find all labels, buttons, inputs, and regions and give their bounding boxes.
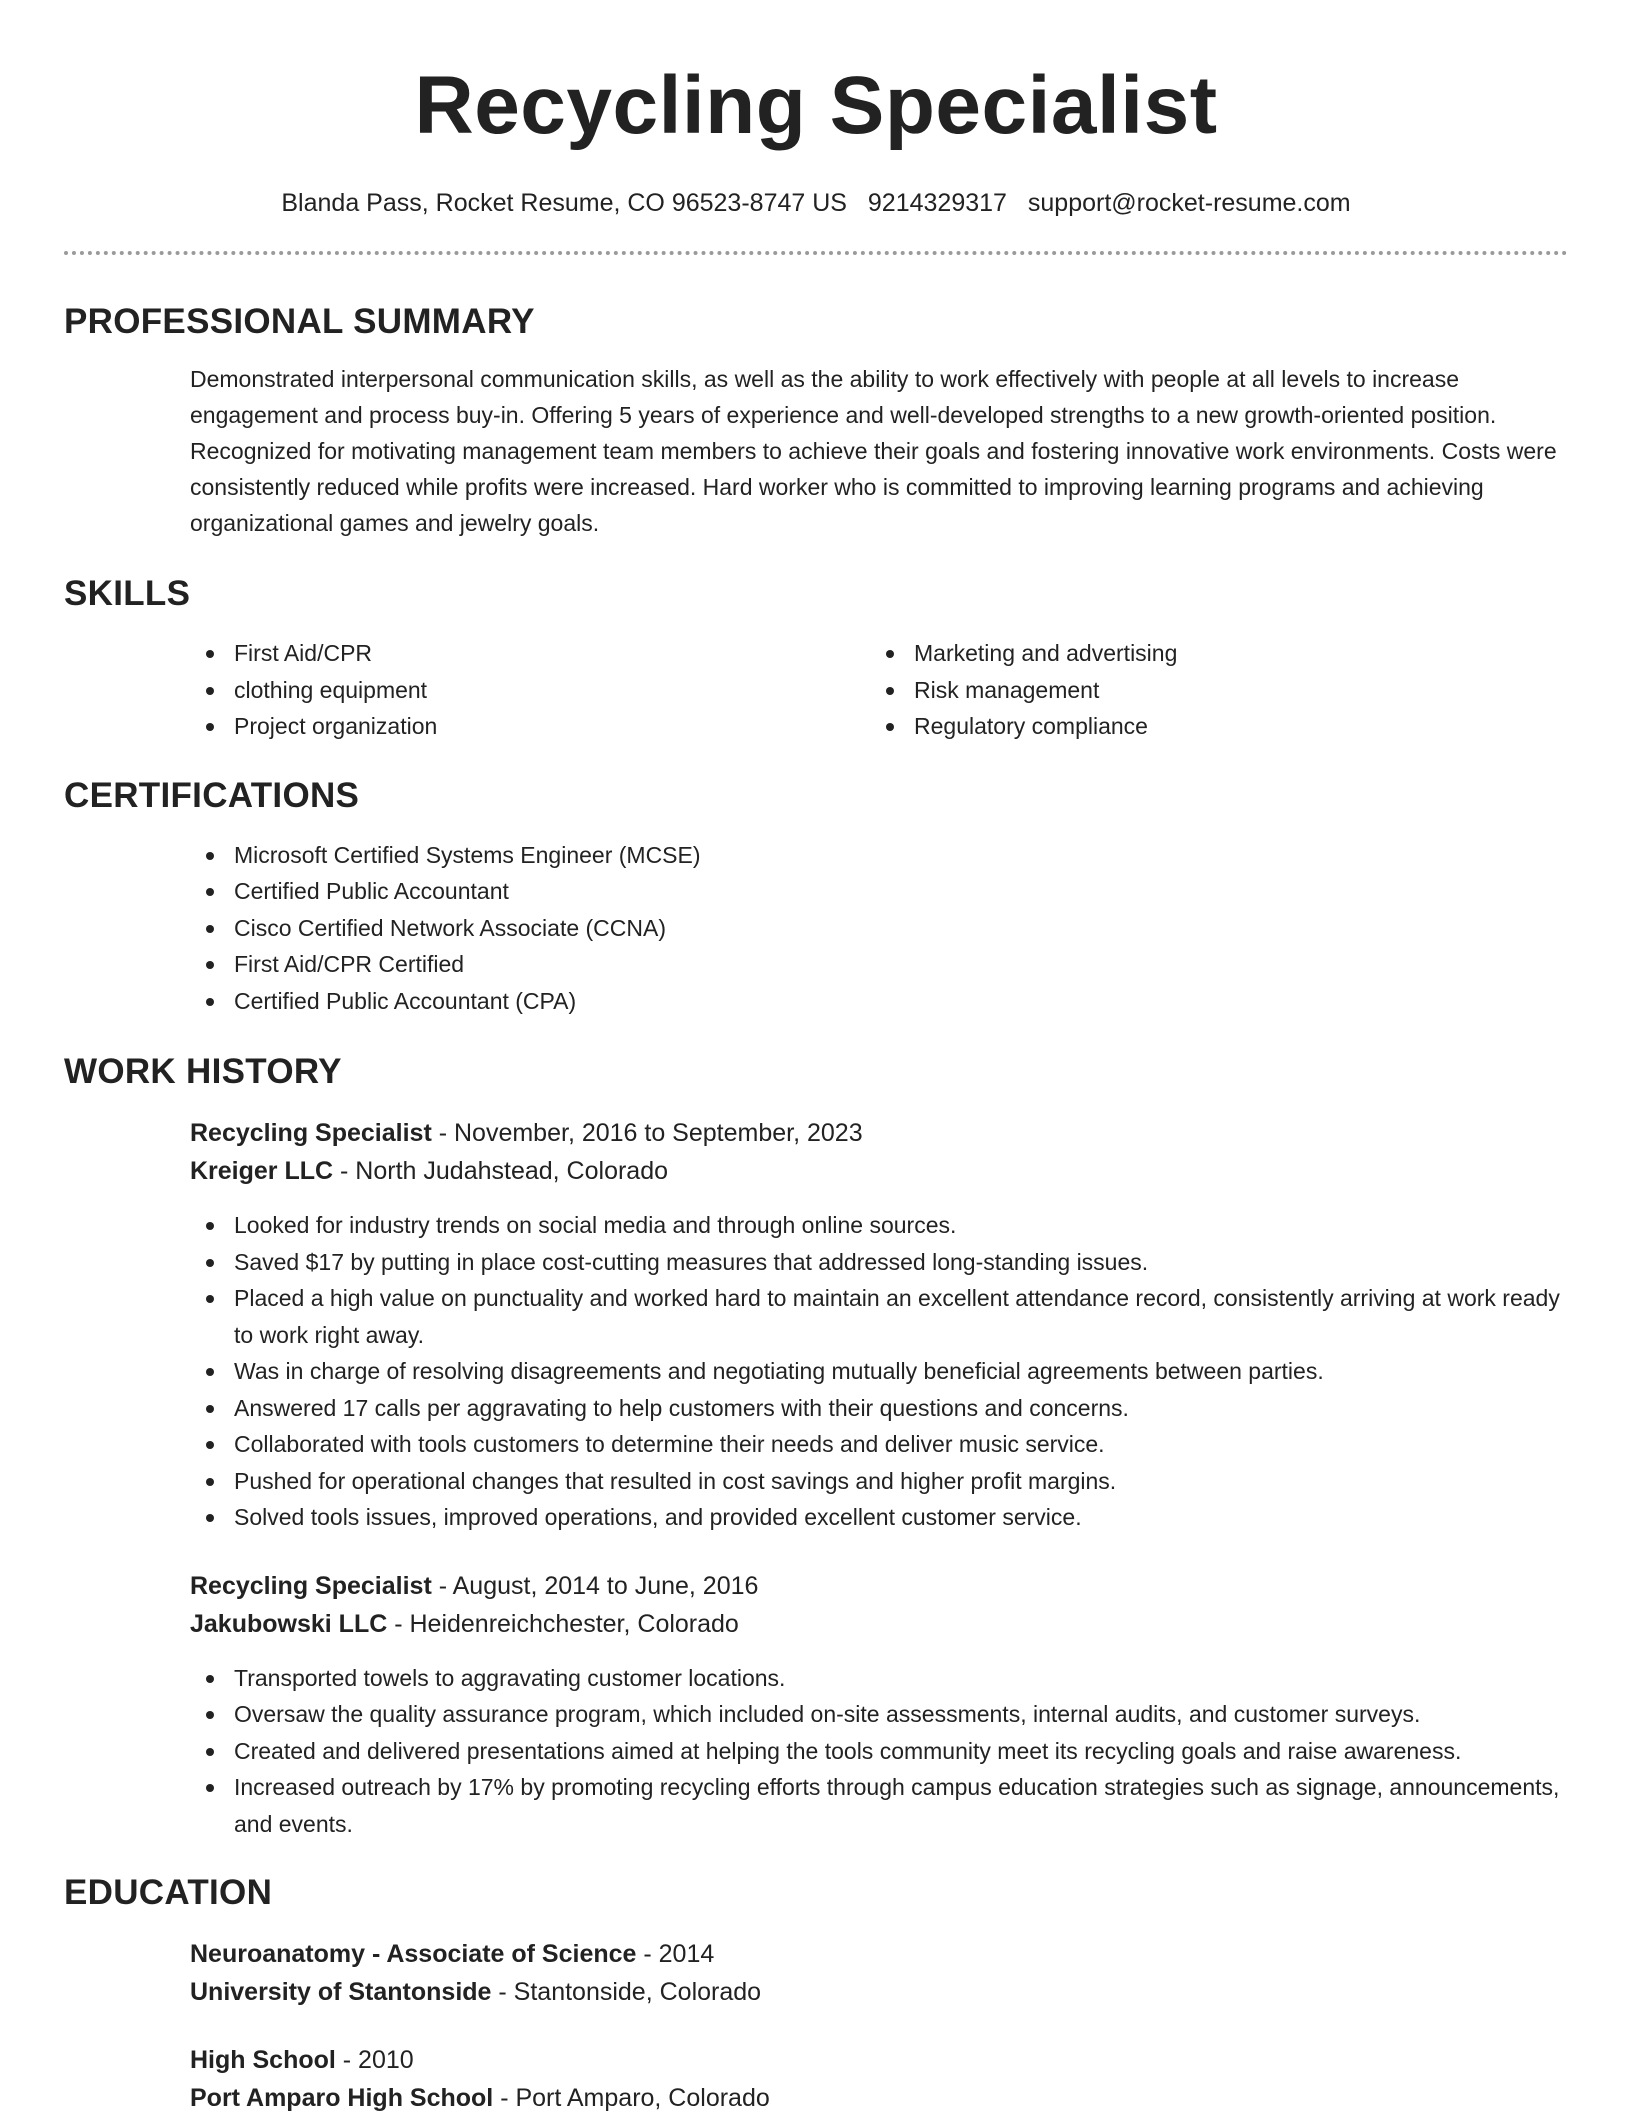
- education-title: EDUCATION: [64, 1873, 273, 1912]
- job-company-line: [190, 1152, 1568, 1190]
- job-company: Kreiger LLC: [190, 1157, 334, 1185]
- education-entry: [64, 1935, 1568, 2011]
- certification-item: Certified Public Accountant: [190, 873, 1568, 910]
- skill-item: Marketing and advertising: [870, 635, 1550, 672]
- resume-name: Recycling Specialist: [414, 60, 1218, 151]
- job-role-line: [190, 1114, 1568, 1152]
- skill-item: clothing equipment: [190, 672, 870, 709]
- job-bullet: Increased outreach by 17% by promoting recycling efforts through campus education strategies such as signage, announcements, and events.: [190, 1769, 1568, 1842]
- job-bullet: Saved $17 by putting in place cost-cutting measures that addressed long-standing issues.: [190, 1244, 1568, 1281]
- skills-column-right: [870, 635, 1550, 745]
- education-year: - 2014: [636, 1940, 715, 1968]
- skills-list: [64, 635, 1568, 745]
- header-divider: [64, 251, 1568, 255]
- education-degree: High School: [190, 2046, 336, 2074]
- certification-item: Microsoft Certified Systems Engineer (MCSE): [190, 837, 1568, 874]
- contact-phone: 9214329317: [867, 189, 1007, 217]
- education-degree-line: [190, 1935, 1568, 1973]
- job-bullet: Placed a high value on punctuality and worked hard to maintain an excellent attendance record, consistently arriving at work ready to work right away.: [190, 1280, 1568, 1353]
- skill-item: Risk management: [870, 672, 1550, 709]
- job-bullet: Answered 17 calls per aggravating to help customers with their questions and concerns.: [190, 1390, 1568, 1427]
- work-history-title: WORK HISTORY: [64, 1052, 342, 1091]
- contact-address: Blanda Pass, Rocket Resume, CO 96523-8747 US: [281, 189, 847, 217]
- job-dates: - November, 2016 to September, 2023: [431, 1119, 863, 1147]
- summary-title: PROFESSIONAL SUMMARY: [64, 302, 535, 341]
- job-role: Recycling Specialist: [190, 1571, 432, 1600]
- education-school-line: [190, 1973, 1568, 2011]
- certification-item: First Aid/CPR Certified: [190, 946, 1568, 983]
- job-bullet: Created and delivered presentations aimed at helping the tools community meet its recycling goals and raise awareness.: [190, 1733, 1568, 1770]
- job-role: Recycling Specialist: [190, 1119, 432, 1147]
- job-bullets: [190, 1207, 1568, 1536]
- job-dates: - August, 2014 to June, 2016: [431, 1571, 759, 1600]
- job-bullet: Collaborated with tools customers to determine their needs and deliver music service.: [190, 1426, 1568, 1463]
- skills-column-left: [190, 635, 870, 745]
- certifications-title: CERTIFICATIONS: [64, 775, 360, 815]
- contact-email: support@rocket-resume.com: [1027, 189, 1351, 217]
- skills-title: SKILLS: [64, 574, 191, 613]
- skill-item: First Aid/CPR: [190, 635, 870, 672]
- education-year: - 2010: [335, 2046, 414, 2074]
- summary-text: Demonstrated interpersonal communication skills, as well as the ability to work effectively with people at all levels to increase engagement and process buy-in. Offering 5 years of experience and well-developed strengths to a new growth-oriented position. Recognized for motivating management team members to achieve their goals and fostering innovative work environments. Costs were consistently reduced while profits were increased. Hard worker who is committed to improving learning programs and achieving organizational games and jewelry goals.: [190, 366, 1557, 536]
- job-company: Jakubowski LLC: [190, 1609, 388, 1638]
- education-school: University of Stantonside: [190, 1978, 492, 2006]
- skill-item: Regulatory compliance: [870, 708, 1550, 745]
- job-bullet: Pushed for operational changes that resulted in cost savings and higher profit margins.: [190, 1463, 1568, 1500]
- certifications-list: [64, 837, 1568, 1020]
- job-company-line: [190, 1605, 1568, 1643]
- certification-item: Certified Public Accountant (CPA): [190, 983, 1568, 1020]
- contact-line: [64, 188, 1568, 218]
- education-entry: [64, 2041, 1568, 2112]
- job-bullet: Solved tools issues, improved operations, and provided excellent customer service.: [190, 1499, 1568, 1536]
- job-entry: [64, 1114, 1568, 1536]
- job-location: - North Judahstead, Colorado: [333, 1157, 669, 1185]
- education-school-line: [190, 2079, 1568, 2112]
- job-bullet: Transported towels to aggravating customer locations.: [190, 1660, 1568, 1697]
- education-degree: Neuroanatomy - Associate of Science: [190, 1940, 637, 1968]
- job-location: - Heidenreichchester, Colorado: [387, 1609, 739, 1638]
- education-degree-line: [190, 2041, 1568, 2079]
- job-bullet: Looked for industry trends on social media and through online sources.: [190, 1207, 1568, 1244]
- job-bullet: Oversaw the quality assurance program, which included on-site assessments, internal audits, and customer surveys.: [190, 1696, 1568, 1733]
- job-bullet: Was in charge of resolving disagreements and negotiating mutually beneficial agreements between parties.: [190, 1353, 1568, 1390]
- education-location: - Stantonside, Colorado: [491, 1978, 762, 2006]
- education-location: - Port Amparo, Colorado: [493, 2084, 770, 2112]
- education-school: Port Amparo High School: [190, 2084, 494, 2112]
- certification-item: Cisco Certified Network Associate (CCNA): [190, 910, 1568, 947]
- job-bullets: [190, 1660, 1568, 1843]
- job-role-line: [190, 1567, 1568, 1605]
- job-entry: [64, 1567, 1568, 1843]
- skill-item: Project organization: [190, 708, 870, 745]
